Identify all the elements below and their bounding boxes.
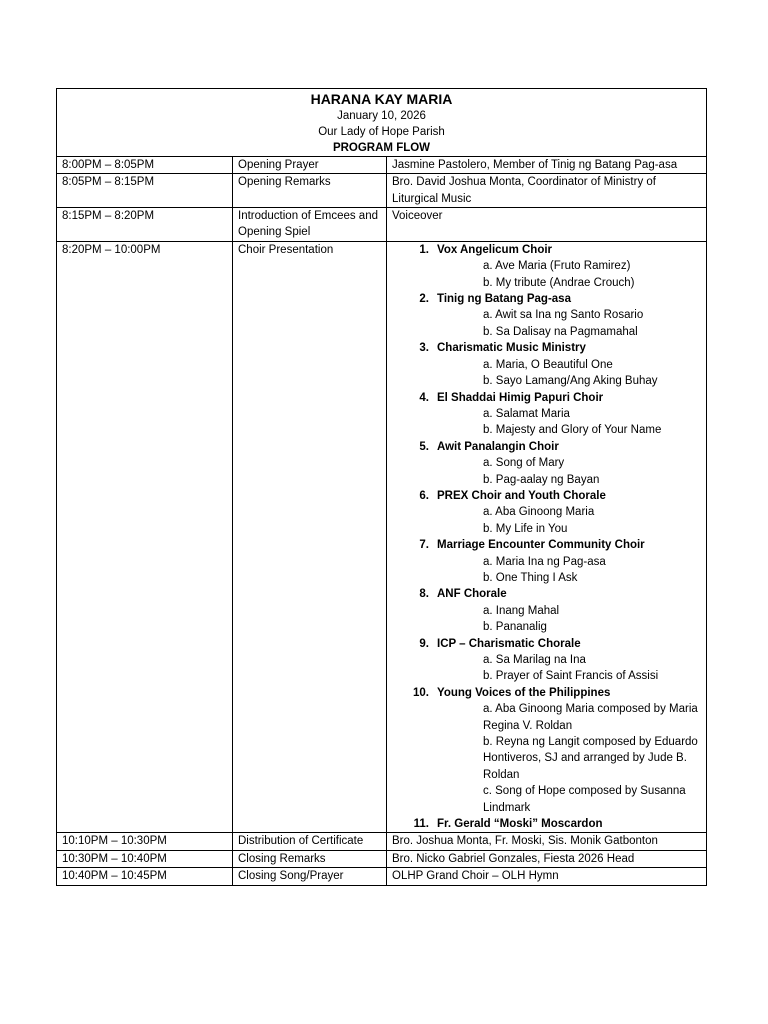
choir-number: 10. <box>413 686 429 699</box>
choir-heading <box>393 537 702 553</box>
document-title: HARANA KAY MARIA <box>310 91 453 107</box>
header-row <box>57 89 707 157</box>
choir-item <box>393 685 702 816</box>
song-item: b. Sayo Lamang/Ang Aking Buhay <box>483 375 658 388</box>
choir-heading <box>393 816 702 832</box>
choir-heading <box>393 488 702 504</box>
song-item: a. Aba Ginoong Maria composed by Maria Regina V. Roldan <box>483 703 698 732</box>
activity-cell: Opening Remarks <box>233 174 387 208</box>
activity-cell: Closing Remarks <box>233 850 387 867</box>
song-item: a. Maria, O Beautiful One <box>483 358 613 371</box>
song-item: a. Sa Marilag na Ina <box>483 654 586 666</box>
song-item: b. My Life in You <box>483 522 568 535</box>
time-cell: 10:30PM – 10:40PM <box>57 850 233 867</box>
event-venue: Our Lady of Hope Parish <box>318 126 445 139</box>
song-item: b. Majesty and Glory of Your Name <box>483 424 662 437</box>
choir-name: Awit Panalangin Choir <box>437 440 559 453</box>
table-row <box>57 868 707 885</box>
choir-number: 7. <box>419 539 429 552</box>
details-cell: Bro. David Joshua Monta, Coordinator of Ministry of Liturgical Music <box>387 174 707 208</box>
song-item: a. Awit sa Ina ng Santo Rosario <box>483 309 644 322</box>
choir-heading <box>393 242 702 258</box>
activity-cell: Choir Presentation <box>233 241 387 833</box>
activity-cell: Closing Song/Prayer <box>233 868 387 885</box>
details-cell: Voiceover <box>387 208 707 242</box>
song-item: b. Sa Dalisay na Pagmamahal <box>483 325 638 338</box>
song-item: c. Song of Hope composed by Susanna Lindmark <box>483 785 686 814</box>
song-item: b. My tribute (Andrae Crouch) <box>483 276 635 289</box>
choir-name: Fr. Gerald “Moski” Moscardon <box>437 818 603 831</box>
choir-number: 4. <box>419 391 429 404</box>
header-cell <box>57 89 707 157</box>
section-label: PROGRAM FLOW <box>332 141 431 154</box>
choir-name: ICP – Charismatic Chorale <box>437 637 581 650</box>
song-item: b. Reyna ng Langit composed by Eduardo Hontiveros, SJ and arranged by Jude B. Roldan <box>483 736 698 781</box>
choir-item <box>393 439 702 488</box>
song-item: a. Maria Ina ng Pag-asa <box>483 555 606 568</box>
choir-item <box>393 390 702 439</box>
choir-heading <box>393 685 702 701</box>
time-cell: 8:00PM – 8:05PM <box>57 156 233 173</box>
time-cell: 8:15PM – 8:20PM <box>57 208 233 242</box>
choir-number: 8. <box>419 588 429 601</box>
table-row <box>57 156 707 173</box>
choir-number: 5. <box>419 440 429 453</box>
choir-heading <box>393 340 702 356</box>
choir-name: Tinig ng Batang Pag-asa <box>437 293 571 306</box>
choir-heading <box>393 636 702 652</box>
time-cell: 10:40PM – 10:45PM <box>57 868 233 885</box>
details-cell: OLHP Grand Choir – OLH Hymn <box>387 868 707 885</box>
event-date: January 10, 2026 <box>337 110 426 122</box>
song-item: b. One Thing I Ask <box>483 571 578 584</box>
choir-list-cell <box>387 241 707 833</box>
choir-item <box>393 340 702 389</box>
choir-number: 11. <box>413 818 429 831</box>
song-item: b. Prayer of Saint Francis of Assisi <box>483 670 659 683</box>
choir-name: ANF Chorale <box>437 588 507 601</box>
song-item: a. Inang Mahal <box>483 604 560 617</box>
choir-number: 9. <box>419 637 429 650</box>
details-cell: Bro. Joshua Monta, Fr. Moski, Sis. Monik Gatbonton <box>387 833 707 850</box>
choir-item <box>393 636 702 685</box>
time-cell: 8:20PM – 10:00PM <box>57 241 233 833</box>
table-row <box>57 174 707 208</box>
choir-heading <box>393 291 702 307</box>
choir-name: Vox Angelicum Choir <box>437 243 553 256</box>
program-document <box>56 88 706 886</box>
song-item: a. Salamat Maria <box>483 407 570 420</box>
details-cell: Bro. Nicko Gabriel Gonzales, Fiesta 2026 Head <box>387 850 707 867</box>
table-row-choir-presentation <box>57 241 707 833</box>
choir-item <box>393 242 702 291</box>
table-row <box>57 833 707 850</box>
song-item: a. Ave Maria (Fruto Ramirez) <box>483 260 631 273</box>
details-cell: Jasmine Pastolero, Member of Tinig ng Batang Pag-asa <box>387 156 707 173</box>
activity-cell: Distribution of Certificate <box>233 833 387 850</box>
choir-item <box>393 488 702 537</box>
choir-item <box>393 291 702 340</box>
activity-cell: Introduction of Emcees and Opening Spiel <box>233 208 387 242</box>
choir-heading <box>393 390 702 406</box>
activity-cell: Opening Prayer <box>233 156 387 173</box>
table-row <box>57 208 707 242</box>
choir-number: 2. <box>419 293 429 306</box>
program-table <box>56 88 707 886</box>
choir-item <box>393 537 702 586</box>
choir-name: El Shaddai Himig Papuri Choir <box>437 391 604 404</box>
time-cell: 8:05PM – 8:15PM <box>57 174 233 208</box>
song-item: a. Song of Mary <box>483 457 565 470</box>
choir-item <box>393 816 702 832</box>
time-cell: 10:10PM – 10:30PM <box>57 833 233 850</box>
song-item: a. Aba Ginoong Maria <box>483 506 595 519</box>
choir-name: Marriage Encounter Community Choir <box>437 539 645 552</box>
choir-number: 3. <box>419 342 429 355</box>
choir-heading <box>393 586 702 602</box>
song-item: b. Pananalig <box>483 621 547 634</box>
choir-item <box>393 586 702 635</box>
choir-name: Charismatic Music Ministry <box>437 342 586 355</box>
choir-name: PREX Choir and Youth Chorale <box>437 489 606 502</box>
song-item: b. Pag-aalay ng Bayan <box>483 473 600 486</box>
choir-number: 1. <box>419 243 429 256</box>
choir-name: Young Voices of the Philippines <box>437 686 611 699</box>
choir-list <box>393 242 702 833</box>
choir-heading <box>393 439 702 455</box>
table-row <box>57 850 707 867</box>
choir-number: 6. <box>419 489 429 502</box>
